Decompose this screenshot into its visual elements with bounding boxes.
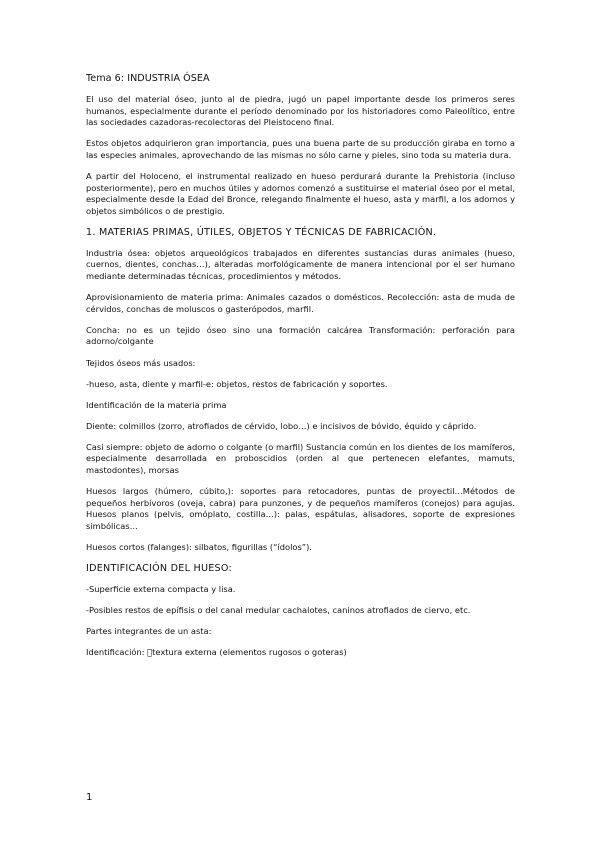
paragraph-casi-siempre: Casi siempre: objeto de adorno o colgante (o marfil) Sustancia común en los dientes de los mamíferos, especialmente desarrollada en proboscidios (orden al que pertenecen elefantes, mamuts, mastodontes), morsas <box>86 441 515 476</box>
paragraph-intro-2: Estos objetos adquirieron gran importancia, pues una buena parte de su producción giraba en torno a las especies animales, aprovechando de las mismas no sólo carne y pieles, sino toda su materia dura. <box>86 138 515 160</box>
paragraph-hueso-asta: -hueso, asta, diente y marfil-e: objetos, restos de fabricación y soportes. <box>86 378 388 389</box>
paragraph-tejidos: Tejidos óseos más usados: <box>86 357 196 368</box>
subheading-identificacion: IDENTIFICACIÓN DEL HUESO: <box>86 563 232 575</box>
document-title: Tema 6: INDUSTRIA ÓSEA <box>86 73 210 84</box>
paragraph-identificacion-materia: Identificación de la materia prima <box>86 399 227 410</box>
paragraph-concha: Concha: no es un tejido óseo sino una formación calcárea Transformación: perforación para adorno/colgante <box>86 324 515 347</box>
paragraph-intro-1: El uso del material óseo, junto al de piedra, jugó un papel importante desde los primeros seres humanos, especialmente durante el período denominado por los historiadores como Paleolítico, entre las sociedades cazadoras-recolectoras del Pleistoceno final. <box>86 94 515 128</box>
section-heading: 1. MATERIAS PRIMAS, ÚTILES, OBJETOS Y TÉCNICAS DE FABRICACIÓN. <box>86 226 437 238</box>
paragraph-partes-asta: Partes integrantes de un asta: <box>86 626 212 637</box>
paragraph-huesos-cortos: Huesos cortos (falanges): silbatos, figurillas (“ídolos”). <box>86 542 312 553</box>
paragraph-epifisis: -Posibles restos de epífisis o del canal medular cachalotes, caninos atrofiados de ciervo, etc. <box>86 605 471 616</box>
paragraph-huesos-largos: Huesos largos (húmero, cúbito,): soportes para retocadores, puntas de proyectil…Métodos de pequeños herbívoros (oveja, cabra) para punzones, y de pequeños mamíferos (conejos) para agujas. Huesos planos (pelvis, omóplato, costilla…): palas, espátulas, alisadores, soporte de expresiones simbólicas… <box>86 486 515 531</box>
paragraph-identificacion-textura: Identificación:  textura externa (elementos rugosos o goteras) <box>86 647 347 658</box>
page-content <box>86 73 515 669</box>
paragraph-aprovisionamiento: Aprovisionamiento de materia prima: Animales cazados o domésticos. Recolección: asta de muda de cérvidos, conchas de moluscos o gasterópodos, marfil. <box>86 292 515 314</box>
paragraph-superficie: -Superficie externa compacta y lisa. <box>86 584 236 595</box>
paragraph-industria-osea: Industria ósea: objetos arqueológicos trabajados en diferentes sustancias duras animales (hueso, cuernos, dientes, conchas…), alteradas morfológicamente de manera intencional por el ser humano mediante determinadas técnicas, procedimientos y métodos. <box>86 247 515 282</box>
paragraph-diente: Diente: colmillos (zorro, atrofiados de cérvido, lobo…) e incisivos de bóvido, équido y cáprido. <box>86 420 477 431</box>
page-number: 1 <box>86 792 93 803</box>
paragraph-intro-3: A partir del Holoceno, el instrumental realizado en hueso perdurará durante la Prehistoria (incluso posteriormente), pero en muchos útiles y adornos comenzó a sustituirse el material óseo por el metal, especialmente desde la Edad del Bronce, relegando finalmente el hueso, asta y marfil, a los adornos y objetos simbólicos o de prestigio. <box>86 170 515 216</box>
